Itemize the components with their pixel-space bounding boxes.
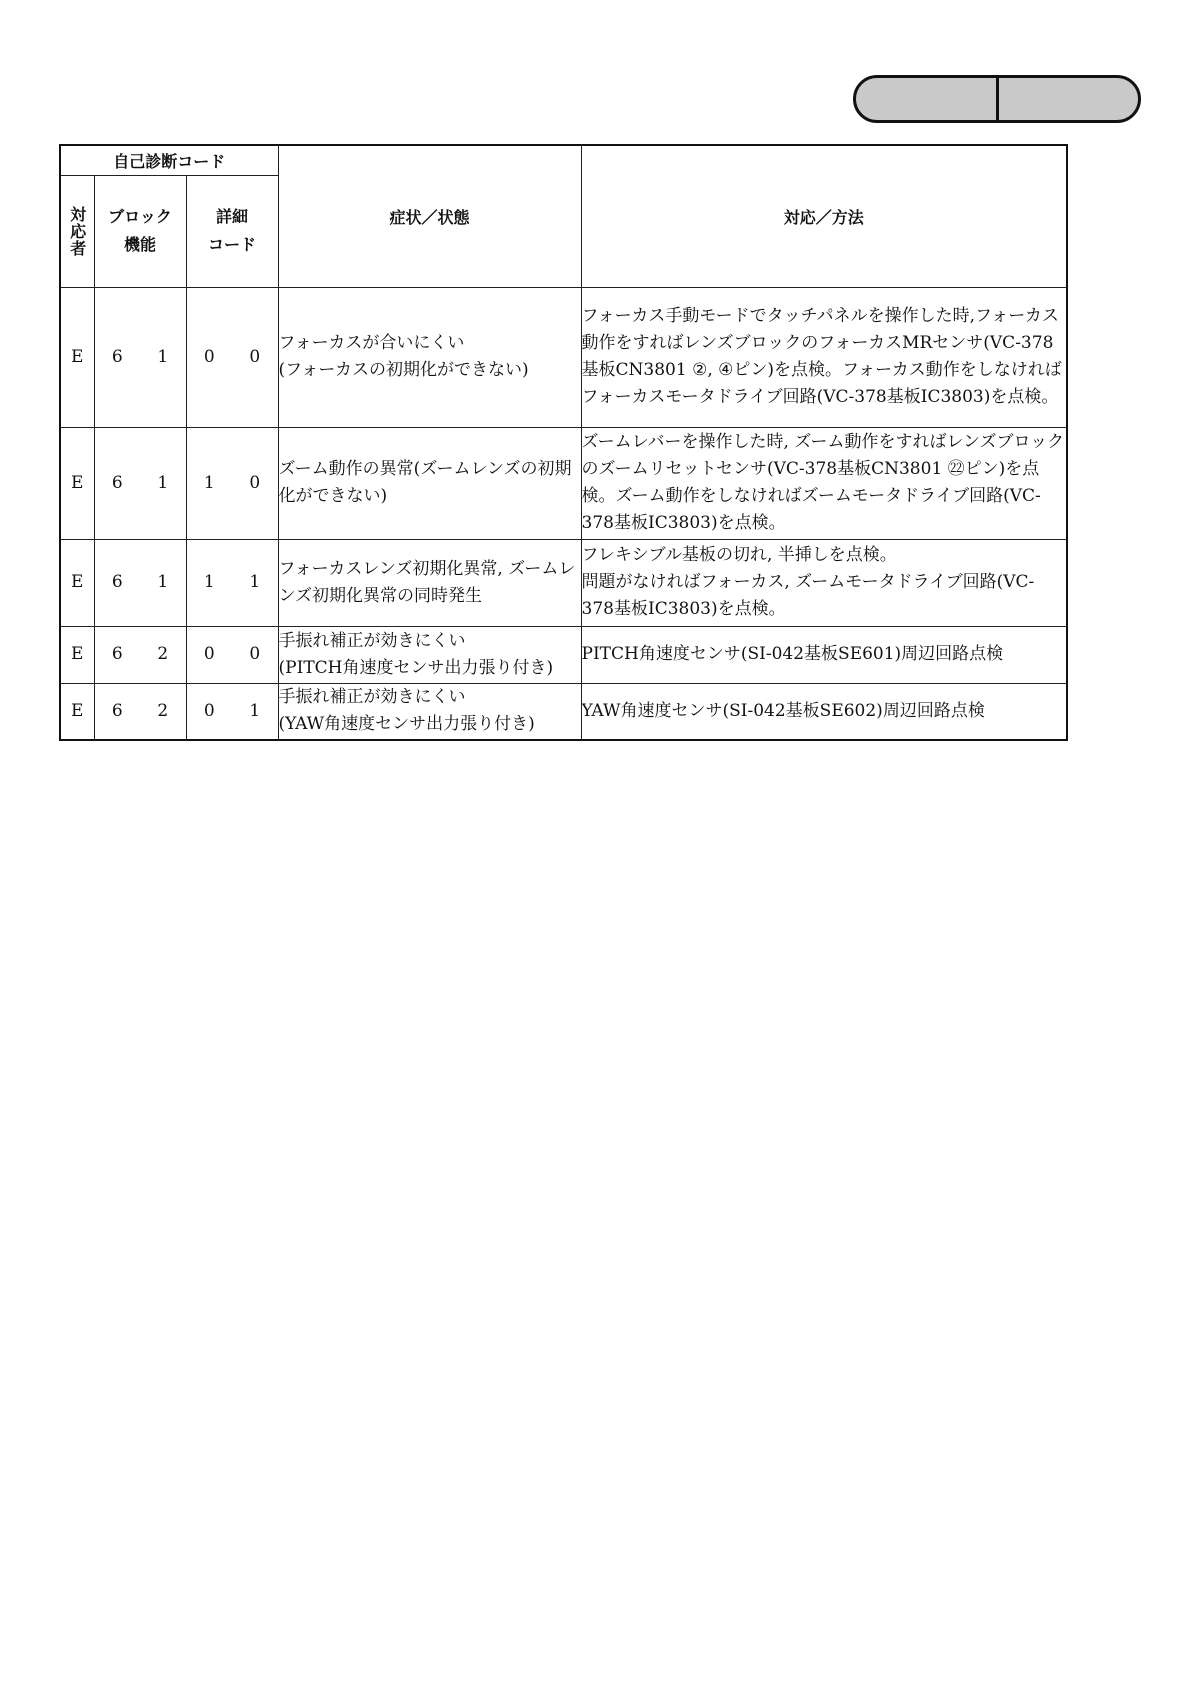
block-digit: 6 [111,644,123,664]
header-responder [60,175,94,287]
detail-cell [186,539,278,626]
table-row [60,683,1067,740]
detail-digit: 0 [249,472,261,493]
symptom-cell: 手振れ補正が効きにくい (PITCH角速度センサ出力張り付き) [278,626,581,683]
block-digit: 1 [157,472,169,493]
header-symptom: 症状／状態 [278,145,581,287]
table-row [60,427,1067,539]
detail-digit: 1 [203,472,215,493]
header-action: 対応／方法 [581,145,1067,287]
block-digit: 2 [157,644,169,664]
detail-digit: 0 [203,346,215,367]
detail-cell [186,683,278,740]
action-cell: フレキシブル基板の切れ, 半挿しを点検。 問題がなければフォーカス, ズームモータドライブ回路(VC-378基板IC3803)を点検。 [581,539,1067,626]
detail-cell [186,626,278,683]
detail-cell [186,427,278,539]
action-cell: フォーカス手動モードでタッチパネルを操作した時,フォーカス動作をすればレンズブロックのフォーカスMRセンサ(VC-378基板CN3801 ②, ④ピン)を点検。フォーカス動作をしなければフォーカスモータドライブ回路(VC-378基板IC3803)を点検。 [581,287,1067,427]
table-row [60,626,1067,683]
responder-cell: E [60,539,94,626]
detail-digit: 0 [203,644,215,664]
section-tab [853,75,1141,123]
responder-cell: E [60,626,94,683]
block-cell [94,287,186,427]
header-detail-code-line2: コード [208,235,257,254]
symptom-cell: ズーム動作の異常(ズームレンズの初期化ができない) [278,427,581,539]
block-digit: 6 [111,572,123,592]
table-row [60,539,1067,626]
detail-digit: 0 [203,700,215,721]
section-tab-right [999,78,1139,120]
block-cell [94,427,186,539]
block-cell [94,683,186,740]
responder-cell: E [60,287,94,427]
detail-digit: 1 [203,572,215,592]
block-digit: 6 [111,346,123,367]
header-block-function [94,175,186,287]
block-cell [94,539,186,626]
block-digit: 2 [157,700,169,721]
header-detail-code [186,175,278,287]
header-block-function-line1: ブロック [108,207,172,226]
diagnostic-code-table [59,144,1068,741]
responder-cell: E [60,683,94,740]
action-cell: ズームレバーを操作した時, ズーム動作をすればレンズブロックのズームリセットセンサ(VC-378基板CN3801 ㉒ピン)を点検。ズーム動作をしなければズームモータドライブ回路(VC-378基板IC3803)を点検。 [581,427,1067,539]
symptom-cell: 手振れ補正が効きにくい (YAW角速度センサ出力張り付き) [278,683,581,740]
section-tab-left [856,78,999,120]
header-responder-text: 対応者 [67,205,87,257]
symptom-cell: フォーカスが合いにくい (フォーカスの初期化ができない) [278,287,581,427]
symptom-cell: フォーカスレンズ初期化異常, ズームレンズ初期化異常の同時発生 [278,539,581,626]
table-row [60,287,1067,427]
detail-digit: 0 [249,644,261,664]
action-cell: YAW角速度センサ(SI-042基板SE602)周辺回路点検 [581,683,1067,740]
block-digit: 1 [157,572,169,592]
block-digit: 6 [111,472,123,493]
detail-digit: 1 [249,700,261,721]
detail-digit: 0 [249,346,261,367]
detail-cell [186,287,278,427]
block-cell [94,626,186,683]
block-digit: 6 [111,700,123,721]
header-block-function-line2: 機能 [123,235,156,254]
block-digit: 1 [157,346,169,367]
header-self-diag-code: 自己診断コード [60,145,278,175]
action-cell: PITCH角速度センサ(SI-042基板SE601)周辺回路点検 [581,626,1067,683]
detail-digit: 1 [249,572,261,592]
responder-cell: E [60,427,94,539]
header-detail-code-line1: 詳細 [216,207,249,226]
